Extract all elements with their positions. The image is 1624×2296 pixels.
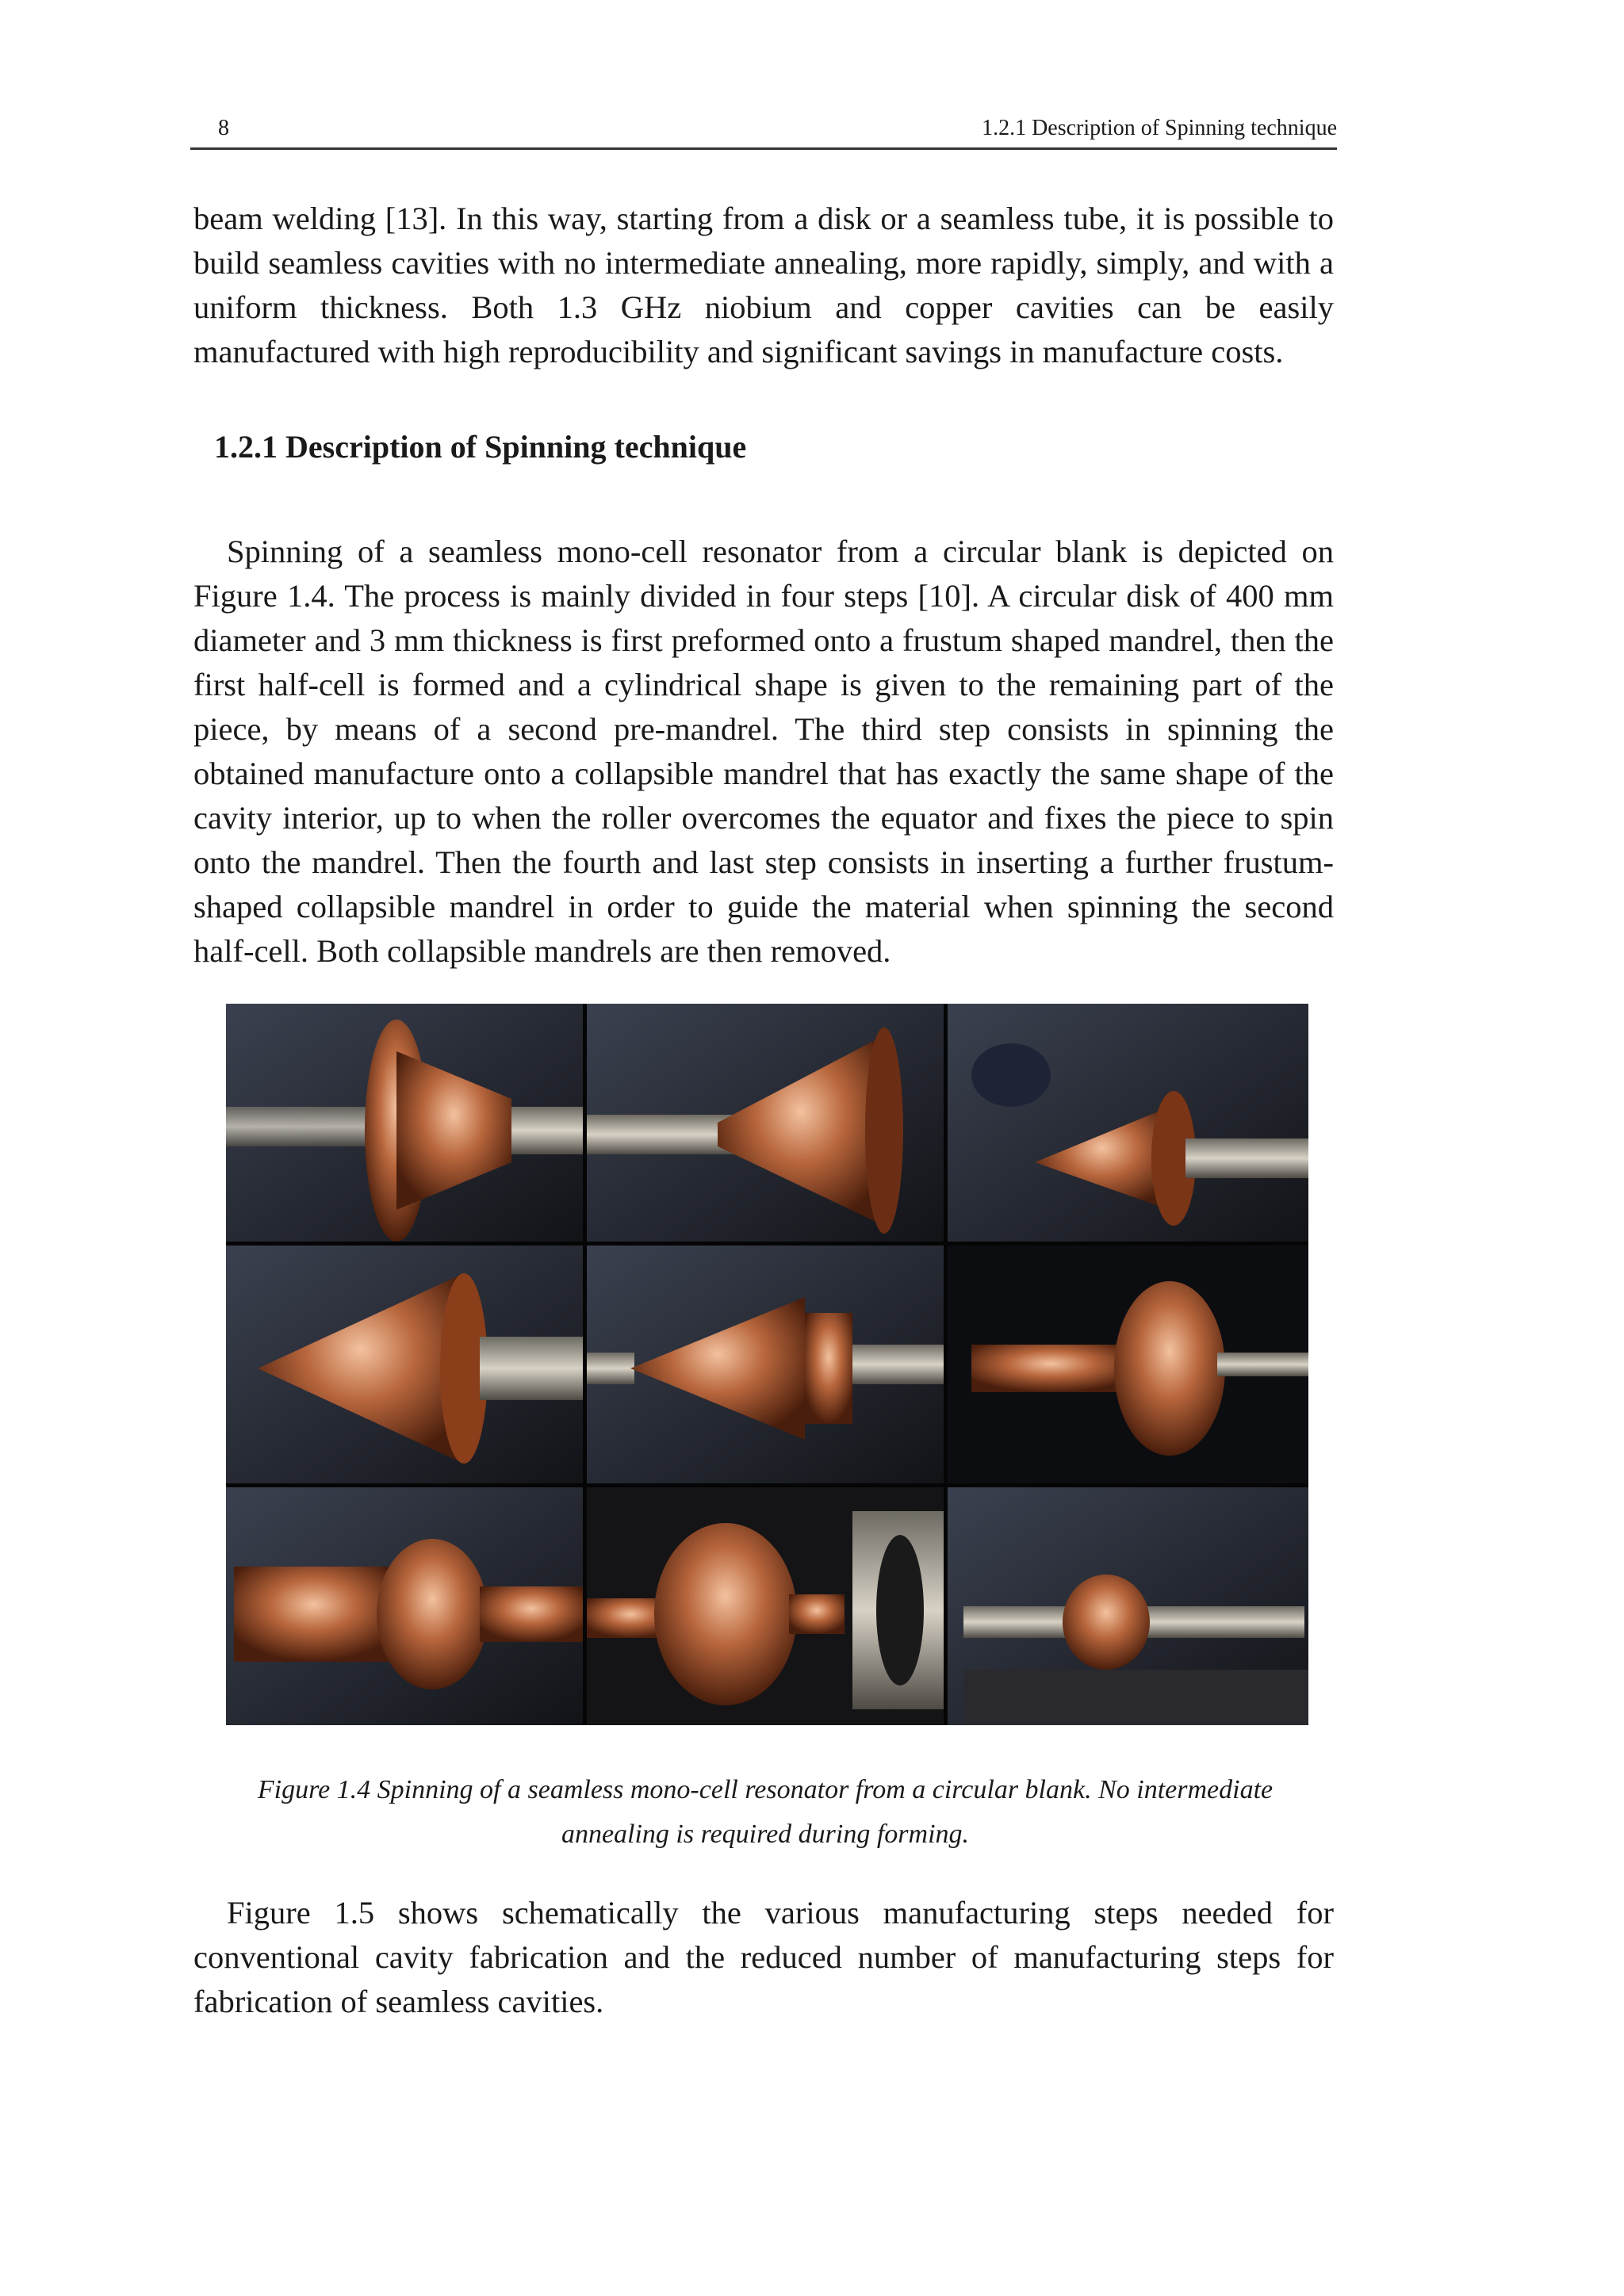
page-number: 8: [218, 116, 229, 140]
figure-1-4-photo-grid: [226, 1004, 1308, 1725]
photo-panel-6: [948, 1246, 1308, 1483]
photo-panel-9: [948, 1487, 1308, 1725]
photo-panel-5: [587, 1246, 944, 1483]
running-title: 1.2.1 Description of Spinning technique: [982, 116, 1337, 140]
body-paragraph-1: beam welding [13]. In this way, starting from a disk or a seamless tube, it is possible to build seamless cavities with no intermediate annealing, more rapidly, simply, and with a uniform thickness. Both 1.3 GHz niobium and copper cavities can be easily manufactured with high reproducibility and significant savings in manufacture costs.: [193, 201, 1334, 369]
photo-panel-1: [226, 1004, 583, 1242]
photo-panel-3: [948, 1004, 1308, 1242]
figure-caption: Figure 1.4 Spinning of a seamless mono-cell resonator from a circular blank. No intermediate annealing is required during forming.: [257, 1775, 1274, 1849]
photo-panel-7: [226, 1487, 583, 1725]
photo-panel-4: [226, 1246, 583, 1483]
body-paragraph-2: Spinning of a seamless mono-cell resonator from a circular blank is depicted on Figure 1.4. The process is mainly divided in four steps [10]. A circular disk of 400 mm diameter and 3 mm thickness is first preformed onto a frustum shaped mandrel, then the first half-cell is formed and a cylindrical shape is given to the remaining part of the piece, by means of a second pre-mandrel. The third step consists in spinning the obtained manufacture onto a collapsible mandrel that has exactly the same shape of the cavity interior, up to when the roller overcomes the equator and fixes the piece to spin onto the mandrel. Then the fourth and last step consists in inserting a further frustum-shaped collapsible mandrel in order to guide the material when spinning the second half-cell. Both collapsible mandrels are then removed.: [193, 534, 1334, 969]
body-paragraph-3: Figure 1.5 shows schematically the various manufacturing steps needed for conventional cavity fabrication and the reduced number of manufacturing steps for fabrication of seamless cavities.: [193, 1895, 1334, 2019]
page-header: [190, 116, 1337, 150]
section-heading: 1.2.1 Description of Spinning technique: [214, 429, 747, 465]
photo-panel-8: [587, 1487, 944, 1725]
photo-panel-2: [587, 1004, 944, 1242]
